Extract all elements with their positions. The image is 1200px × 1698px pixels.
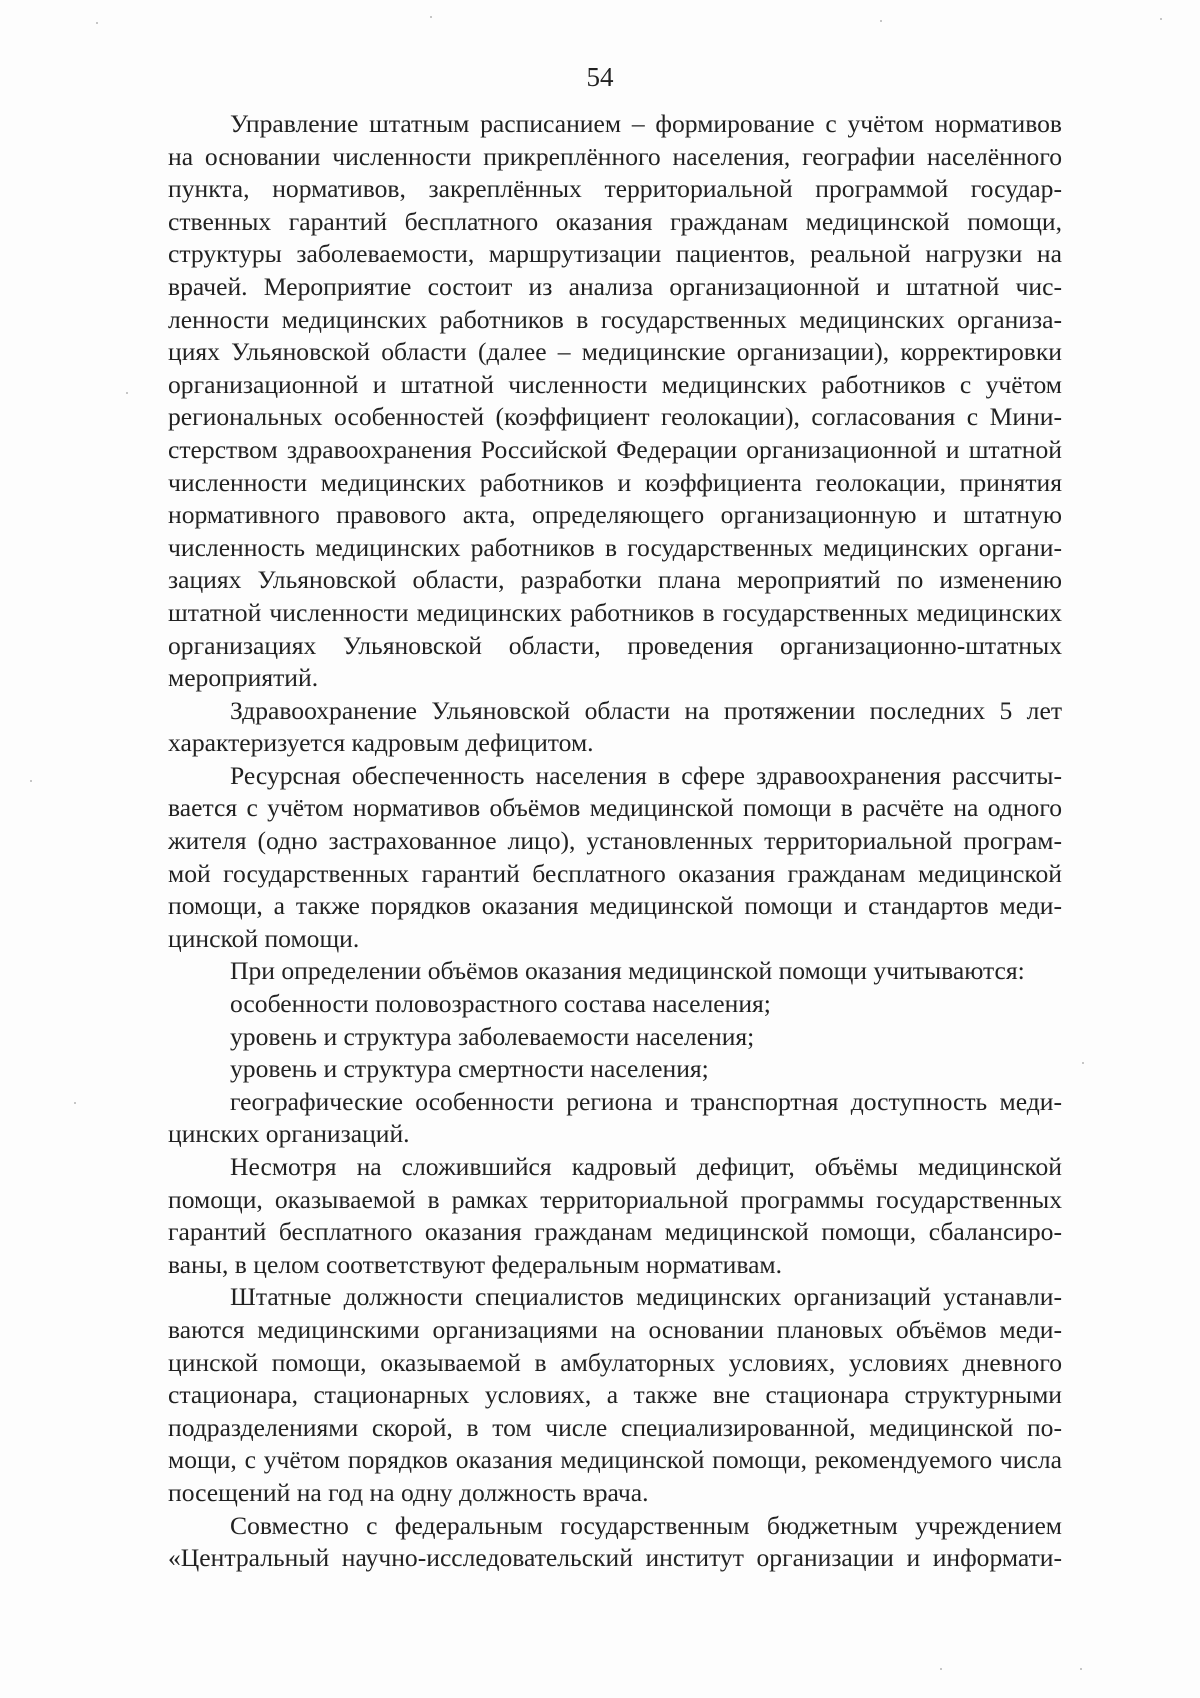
paragraph-staffing-management: Управление штатным расписанием – формирование с учётом нормативов на основании численности прикреплённого населения, географии населённого пункта, нормативов, закреплённых территориальной программой государственных гарантий бесплатного оказания гражданам медицинской помощи, структуры заболеваемости, маршрутизации пациентов, реальной нагрузки на врачей. Мероприятие состоит из анализа организационной и штатной численности медицинских работников в государственных медицинских организациях Ульяновской области (далее – медицинские организации), корректировки организационной и штатной численности медицинских работников с учётом региональных особенностей (коэффициент геолокации), согласования с Министерством здравоохранения Российской Федерации организационной и штатной численности медицинских работников и коэффициента геолокации, принятия нормативного правового акта, определяющего организационную и штатную численность медицинских работников в государственных медицинских организациях Ульяновской области, разработки плана мероприятий по изменению штатной численности медицинских работников в государственных медицинских организациях Ульяновской области, проведения организационно-штатных мероприятий. — [168, 109, 1062, 693]
paragraph-staff-deficit: Здравоохранение Ульяновской области на протяжении последних 5 лет характеризуется кадровым дефицитом. — [168, 695, 1062, 758]
page-number: 54 — [586, 62, 614, 92]
document-body — [168, 108, 1062, 1575]
paragraph-resource-provision: Ресурсная обеспеченность населения в сфере здравоохранения рассчитывается с учётом нормативов объёмов медицинской помощи в расчёте на одного жителя (одно застрахованное лицо), установленных территориальной программой государственных гарантий бесплатного оказания гражданам медицинской помощи, а также порядков оказания медицинской помощи и стандартов медицинской помощи. — [168, 760, 1062, 953]
list-item-age-sex-structure: особенности половозрастного состава населения; — [230, 989, 771, 1019]
paragraph-balanced-volumes: Несмотря на сложившийся кадровый дефицит, объёмы медицинской помощи, оказываемой в рамках территориальной программы государственных гарантий бесплатного оказания гражданам медицинской помощи, сбалансированы, в целом соответствуют федеральным нормативам. — [168, 1152, 1062, 1279]
list-item-mortality: уровень и структура смертности населения; — [230, 1054, 709, 1084]
list-item-geography: географические особенности региона и транспортная доступность медицинских организаций. — [168, 1086, 1062, 1149]
paragraph-volume-factors-intro: При определении объёмов оказания медицинской помощи учитываются: — [230, 956, 1025, 986]
paragraph-federal-institute: Совместно с федеральным государственным бюджетным учреждением «Центральный научно-исследовательский институт организации и информати- — [168, 1510, 1062, 1573]
list-item-morbidity: уровень и структура заболеваемости населения; — [230, 1021, 755, 1051]
paragraph-staff-positions: Штатные должности специалистов медицинских организаций устанавливаются медицинскими организациями на основании плановых объёмов медицинской помощи, оказываемой в амбулаторных условиях, условиях дневного стационара, стационарных условиях, а также вне стационара структурными подразделениями скорой, в том числе специализированной, медицинской помощи, с учётом порядков оказания медицинской помощи, рекомендуемого числа посещений на год на одну должность врача. — [168, 1282, 1062, 1507]
